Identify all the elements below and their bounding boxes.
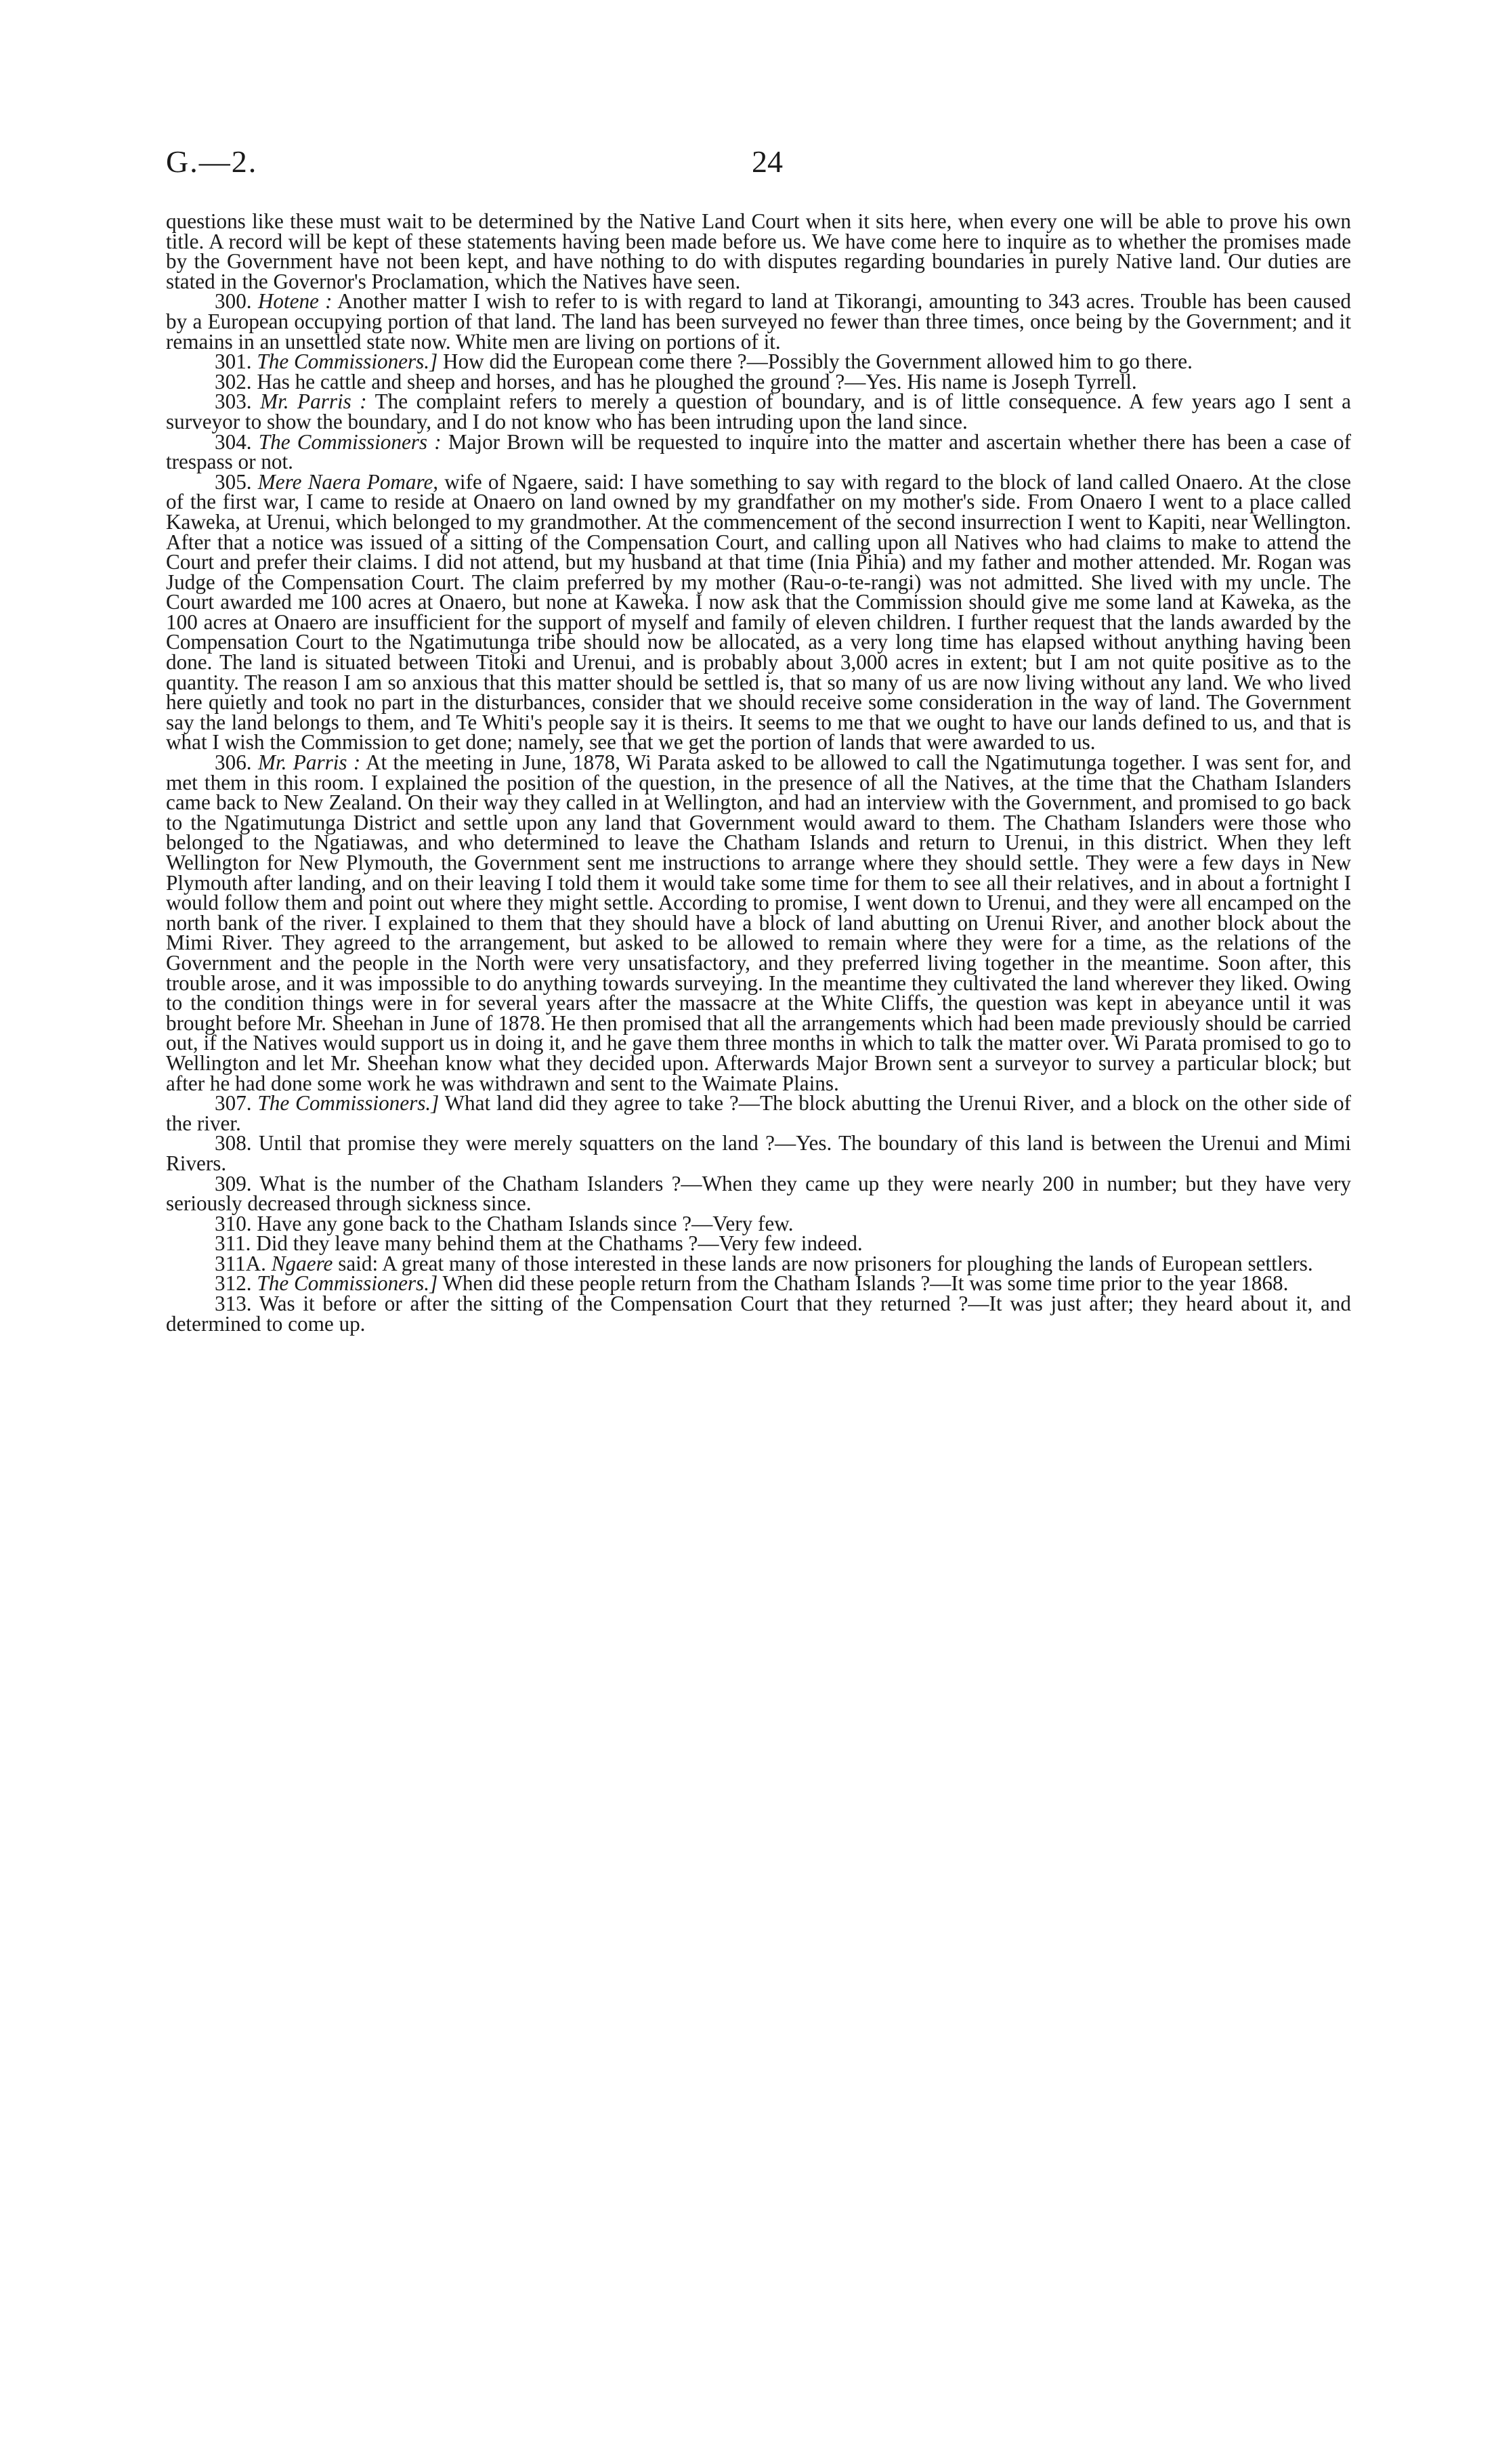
paragraph	[166, 1294, 1351, 1334]
paragraph	[166, 429, 1352, 474]
paragraph-number: 310.	[215, 1211, 252, 1235]
body-text	[166, 211, 1351, 1334]
speaker-name: The Commissioners.]	[257, 1271, 438, 1296]
paragraph	[166, 391, 1351, 431]
speaker-name: Hotene :	[257, 289, 333, 314]
paragraph-text: What land did they agree to take ?—The block abutting the Urenui River, and a block on the other side of the river.	[166, 1091, 1352, 1135]
paragraph-text: Have any gone back to the Chatham Islands since ?—Very few.	[257, 1211, 794, 1235]
paragraph-text: said: A great many of those interested in these lands are now prisoners for ploughing the lands of European settlers.	[338, 1251, 1313, 1275]
paragraph	[166, 1093, 1351, 1133]
speaker-name: The Commissioners :	[258, 429, 442, 454]
paragraph-number: 305.	[215, 469, 252, 494]
paragraph-text: How did the European come there ?—Possibly the Government allowed him to go there.	[443, 349, 1193, 374]
paragraph-text: At the meeting in June, 1878, Wi Parata asked to be allowed to call the Ngatimutunga together. I was sent for, and met them in this room. I explained the position of the question, in the presence of all the Natives, at the time that the Chatham Islanders came back to New Zealand. On their way they called in at Wellington, and had an interview with the Government, and promised to go back to the Ngatimutunga District and settle upon any land that Government would award to them. The Chatham Islanders were those who belonged to the Ngatiawas, and who determined to leave the Chatham Islands and return to Urenui, in this district. When they left Wellington for New Plymouth, the Government sent me instructions to arrange where they should settle. They were a few days in New Plymouth after landing, and on their leaving I told them it would take some time for them to see all their relatives, and in about a fortnight I would follow them and point out where they might settle. According to promise, I went down to Urenui, and they were all encamped on the north bank of the river. I explained to them that they should have a block of land abutting on Urenui River, and another block about the Mimi River. They agreed to the arrangement, but asked to be allowed to remain where they were for a time, as the relations of the Government and the people in the North were very unsatisfactory, and they preferred living together in the meantime. Soon after, this trouble arose, and it was impossible to do anything towards surveying. In the meantime they cultivated the land wherever they liked. Owing to the condition things were in for several years after the massacre at the White Cliffs, the question was kept in abeyance until it was brought before Mr. Sheehan in June of 1878. He then promised that all the arrangements which had been made previously should be carried out, if the Natives would support us in doing it, and he gave them three months in which to talk the matter over. Wi Parata promised to go to Wellington and let Mr. Sheehan know what they decided upon. Afterwards Major Brown sent a surveyor to survey a particular block; but after he had done some work he was withdrawn and sent to the Waimate Plains.	[166, 750, 1352, 1095]
paragraph-number: 309.	[215, 1171, 252, 1195]
paragraph-text: Another matter I wish to refer to is with regard to land at Tikorangi, amounting to 343 acres. Trouble has been caused by a European occupying portion of that land. The land has been surveyed no fewer than three times, once being by the Government; and it remains in an unsettled state now. White men are living on portions of it.	[166, 289, 1352, 354]
speaker-name: Mr. Parris :	[260, 389, 367, 414]
paragraph-text: The complaint refers to merely a question of boundary, and is of little consequence. A few years ago I sent a surveyor to show the boundary, and I do not know who has been intruding upon the land since.	[166, 389, 1352, 433]
paragraph-number: 300.	[215, 289, 252, 314]
paragraph	[166, 752, 1351, 1093]
paragraph-text: Until that promise they were merely squatters on the land ?—Yes. The boundary of this land is between the Urenui and Mimi Rivers.	[166, 1131, 1351, 1175]
paragraph	[166, 349, 1351, 374]
page-reference: G.—2.	[166, 144, 258, 179]
paragraph-number: 313.	[215, 1292, 252, 1316]
paragraph-text: When did these people return from the Chatham Islands ?—It was some time prior to the year 1868.	[442, 1271, 1289, 1296]
paragraph-text: Major Brown will be requested to inquire into the matter and ascertain whether there has been a case of trespass or not.	[166, 429, 1352, 474]
paragraph-text: Was it before or after the sitting of the Compensation Court that they returned ?—It was just after; they heard about it, and determined to come up.	[166, 1292, 1351, 1336]
paragraph	[166, 1133, 1351, 1173]
paragraph-number: 311.	[215, 1231, 251, 1256]
paragraph-number: 303.	[215, 389, 252, 414]
paragraph-number: 308.	[215, 1131, 252, 1155]
paragraph-number: 307.	[215, 1091, 252, 1116]
paragraph	[166, 1273, 1351, 1294]
paragraph-number: 306.	[215, 750, 252, 775]
paragraph	[166, 1211, 1351, 1235]
paragraph-text: questions like these must wait to be determined by the Native Land Court when it sits here, when every one will be able to prove his own title. A record will be kept of these statements having been made before us. We have come here to inquire as to whether the promises made by the Government have not been kept, and have nothing to do with disputes regarding boundaries in purely Native land. Our duties are stated in the Governor's Proclamation, which the Natives have seen.	[166, 209, 1351, 293]
paragraph-text: What is the number of the Chatham Islanders ?—When they came up they were nearly 200 in number; but they have very seriously decreased through sickness since.	[166, 1171, 1352, 1216]
page-header	[166, 144, 1351, 184]
paragraph	[166, 1233, 1351, 1254]
speaker-name: Mere Naera Pomare,	[257, 469, 439, 494]
paragraph-number: 302.	[215, 369, 252, 394]
speaker-name: Ngaere	[271, 1251, 333, 1275]
page-number: 24	[752, 144, 783, 179]
paragraph-number: 312.	[215, 1271, 252, 1296]
paragraph-number: 304.	[215, 429, 252, 454]
paragraph-number: 311A.	[215, 1251, 266, 1275]
speaker-name: Mr. Parris :	[257, 750, 361, 775]
paragraph-text: Has he cattle and sheep and horses, and has he ploughed the ground ?—Yes. His name is Joseph Tyrrell.	[257, 369, 1137, 394]
paragraph	[166, 291, 1351, 352]
paragraph	[166, 211, 1351, 291]
speaker-name: The Commissioners.]	[257, 349, 438, 374]
paragraph	[166, 1171, 1352, 1216]
paragraph-text: Did they leave many behind them at the Chathams ?—Very few indeed.	[256, 1231, 863, 1256]
paragraph	[166, 469, 1352, 755]
paragraph	[166, 369, 1351, 394]
paragraph-text: wife of Ngaere, said: I have something to say with regard to the block of land called Onaero. At the close of the first war, I came to reside at Onaero on land owned by my grandfather on my mother's side. From Onaero I went to a place called Kaweka, at Urenui, which belonged to my grandmother. At the commencement of the second insurrection I went to Kapiti, near Wellington. After that a notice was issued of a sitting of the Compensation Court, and calling upon all Natives who had claims to make to attend the Court and prefer their claims. I did not attend, but my husband at that time (Inia Pihia) and my father and mother attended. Mr. Rogan was Judge of the Compensation Court. The claim preferred by my mother (Rau-o-te-rangi) was not admitted. She lived with my uncle. The Court awarded me 100 acres at Onaero, but none at Kaweka. I now ask that the Commission should give me some land at Kaweka, as the 100 acres at Onaero are insufficient for the support of myself and family of eleven children. I further request that the lands awarded by the Compensation Court to the Ngatimutunga tribe should now be allocated, as a very long time has elapsed without anything having been done. The land is situated between Titoki and Urenui, and is probably about 3,000 acres in extent; but I am not quite positive as to the quantity. The reason I am so anxious that this matter should be settled is, that so many of us are now living without any land. We who lived here quietly and took no part in the disturbances, consider that we should receive some consideration in the way of land. The Government say the land belongs to them, and Te Whiti's people say it is theirs. It seems to me that we ought to have our lands defined to us, and that is what I wish the Commission to get done; namely, see that we get the portion of lands that were awarded to us.	[166, 469, 1352, 755]
paragraph	[166, 1251, 1351, 1275]
speaker-name: The Commissioners.]	[257, 1091, 440, 1116]
paragraph-number: 301.	[215, 349, 252, 374]
